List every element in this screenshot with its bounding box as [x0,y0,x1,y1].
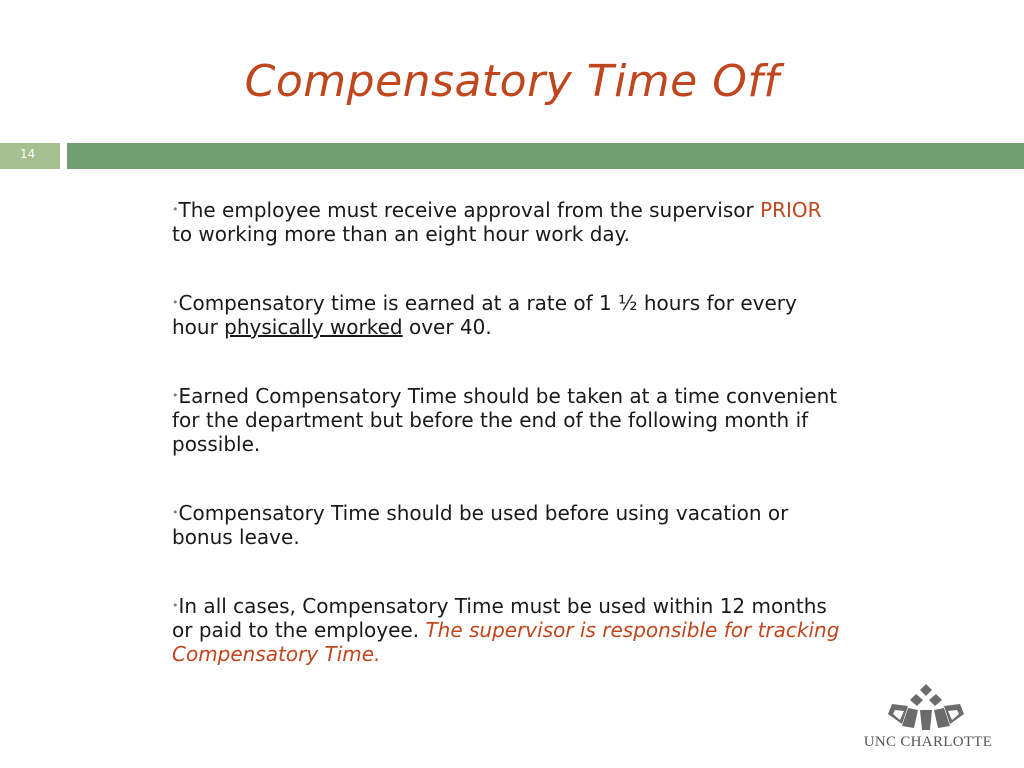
bullet-item-timing [172,384,842,456]
unc-charlotte-crown-icon [886,684,966,732]
bullet-text: In all cases, Compensatory Time must be used within 12 months or paid to the employee. [172,594,827,642]
bullet-item-usage-order [172,501,842,549]
supervisor-responsibility-note: The supervisor is responsible for tracking Compensatory Time. [172,618,840,666]
bullet-item-deadline [172,594,842,666]
unc-charlotte-wordmark: UNC CHARLOTTE [863,734,993,750]
bullet-list [172,198,842,711]
bullet-dot: • [172,203,179,216]
page-number-box [0,143,60,169]
bullet-dot: • [172,389,179,402]
bullet-dot: • [172,599,179,612]
bullet-item-earn-rate [172,291,842,339]
bullet-item-approval [172,198,842,246]
prior-emphasis: PRIOR [760,198,822,222]
header-rule-bar [67,143,1024,169]
slide-title: Compensatory Time Off [244,56,780,107]
bullet-dot: • [172,296,179,309]
page-number: 14 [20,147,36,161]
bullet-text: Compensatory Time should be used before using vacation or bonus leave. [172,501,789,549]
unc-charlotte-logo [848,684,1008,756]
bullet-text: over 40. [402,315,492,339]
physically-worked-emphasis: physically worked [224,315,403,339]
bullet-text: to working more than an eight hour work day. [172,222,631,246]
bullet-dot: • [172,506,179,519]
bullet-text: Earned Compensatory Time should be taken at a time convenient for the department but before the end of the following month if possible. [172,384,838,456]
bullet-text: The employee must receive approval from the supervisor [178,198,761,222]
bullet-text: Compensatory time is earned at a rate of 1 ½ hours for every hour [172,291,797,339]
